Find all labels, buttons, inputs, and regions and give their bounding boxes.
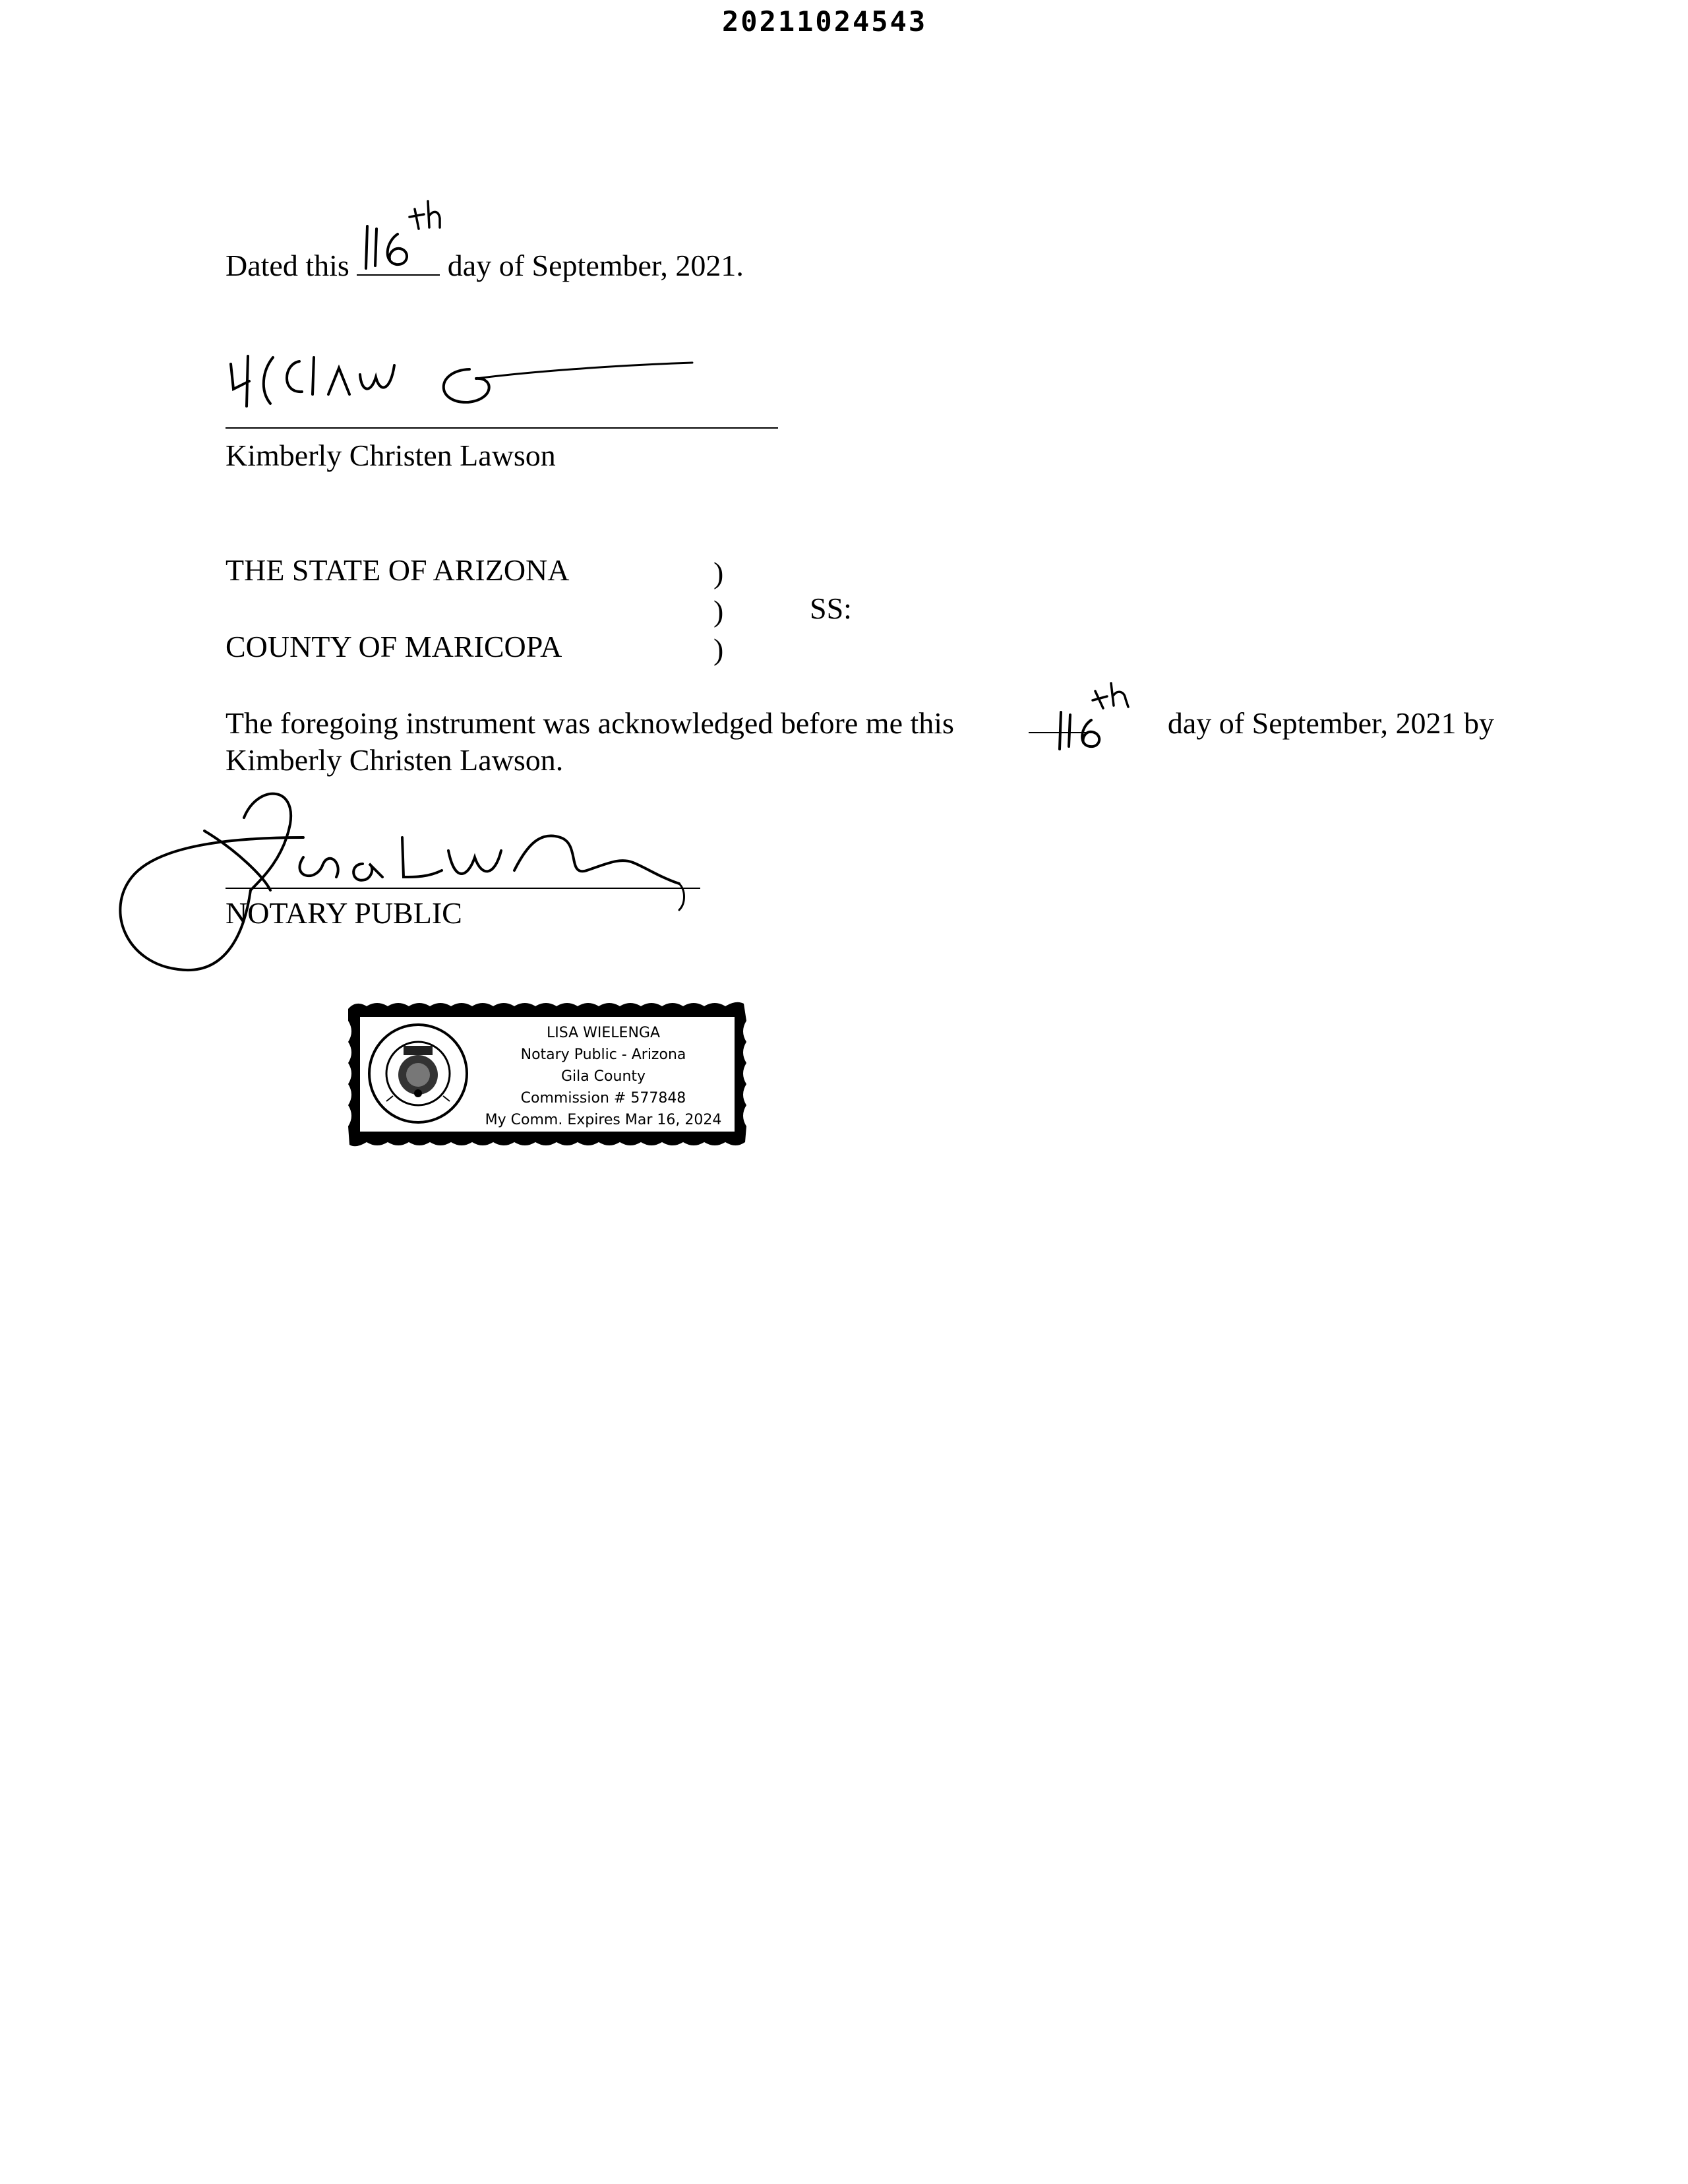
great-seal-icon bbox=[367, 1022, 469, 1125]
signer-signature bbox=[218, 338, 706, 417]
dated-line bbox=[226, 249, 744, 281]
venue-paren-3: ) bbox=[713, 632, 724, 666]
notary-signature bbox=[106, 778, 738, 989]
seal-commission: Commission # 577848 bbox=[520, 1090, 686, 1107]
notary-signature-line bbox=[226, 888, 700, 889]
notary-seal bbox=[343, 994, 752, 1153]
venue-county: COUNTY OF MARICOPA bbox=[226, 630, 562, 663]
seal-county: Gila County bbox=[560, 1068, 646, 1085]
dated-prefix: Dated this bbox=[226, 249, 349, 282]
seal-expires: My Comm. Expires Mar 16, 2024 bbox=[485, 1112, 722, 1128]
notary-seal-text bbox=[475, 1022, 732, 1131]
signer-name: Kimberly Christen Lawson bbox=[226, 439, 556, 472]
seal-title: Notary Public - Arizona bbox=[520, 1046, 686, 1063]
acknowledgment-line-1 bbox=[226, 707, 1494, 739]
ack-prefix: The foregoing instrument was acknowledged before me this bbox=[226, 706, 954, 740]
venue-ss: SS: bbox=[810, 592, 852, 625]
acknowledgment-line-2: Kimberly Christen Lawson. bbox=[226, 743, 564, 777]
signer-signature-line bbox=[226, 427, 778, 429]
dated-suffix: day of September, 2021. bbox=[447, 249, 744, 282]
seal-notary-name: LISA WIELENGA bbox=[546, 1025, 660, 1041]
notary-label: NOTARY PUBLIC bbox=[226, 896, 462, 930]
venue-paren-1: ) bbox=[713, 556, 724, 590]
venue-paren-2: ) bbox=[713, 594, 724, 628]
dated-day-handwriting bbox=[359, 188, 452, 280]
venue-state: THE STATE OF ARIZONA bbox=[226, 553, 570, 587]
document-number: 20211024543 bbox=[722, 5, 928, 38]
ack-day-handwriting bbox=[1052, 671, 1144, 764]
ack-suffix: day of September, 2021 by bbox=[1167, 706, 1494, 740]
